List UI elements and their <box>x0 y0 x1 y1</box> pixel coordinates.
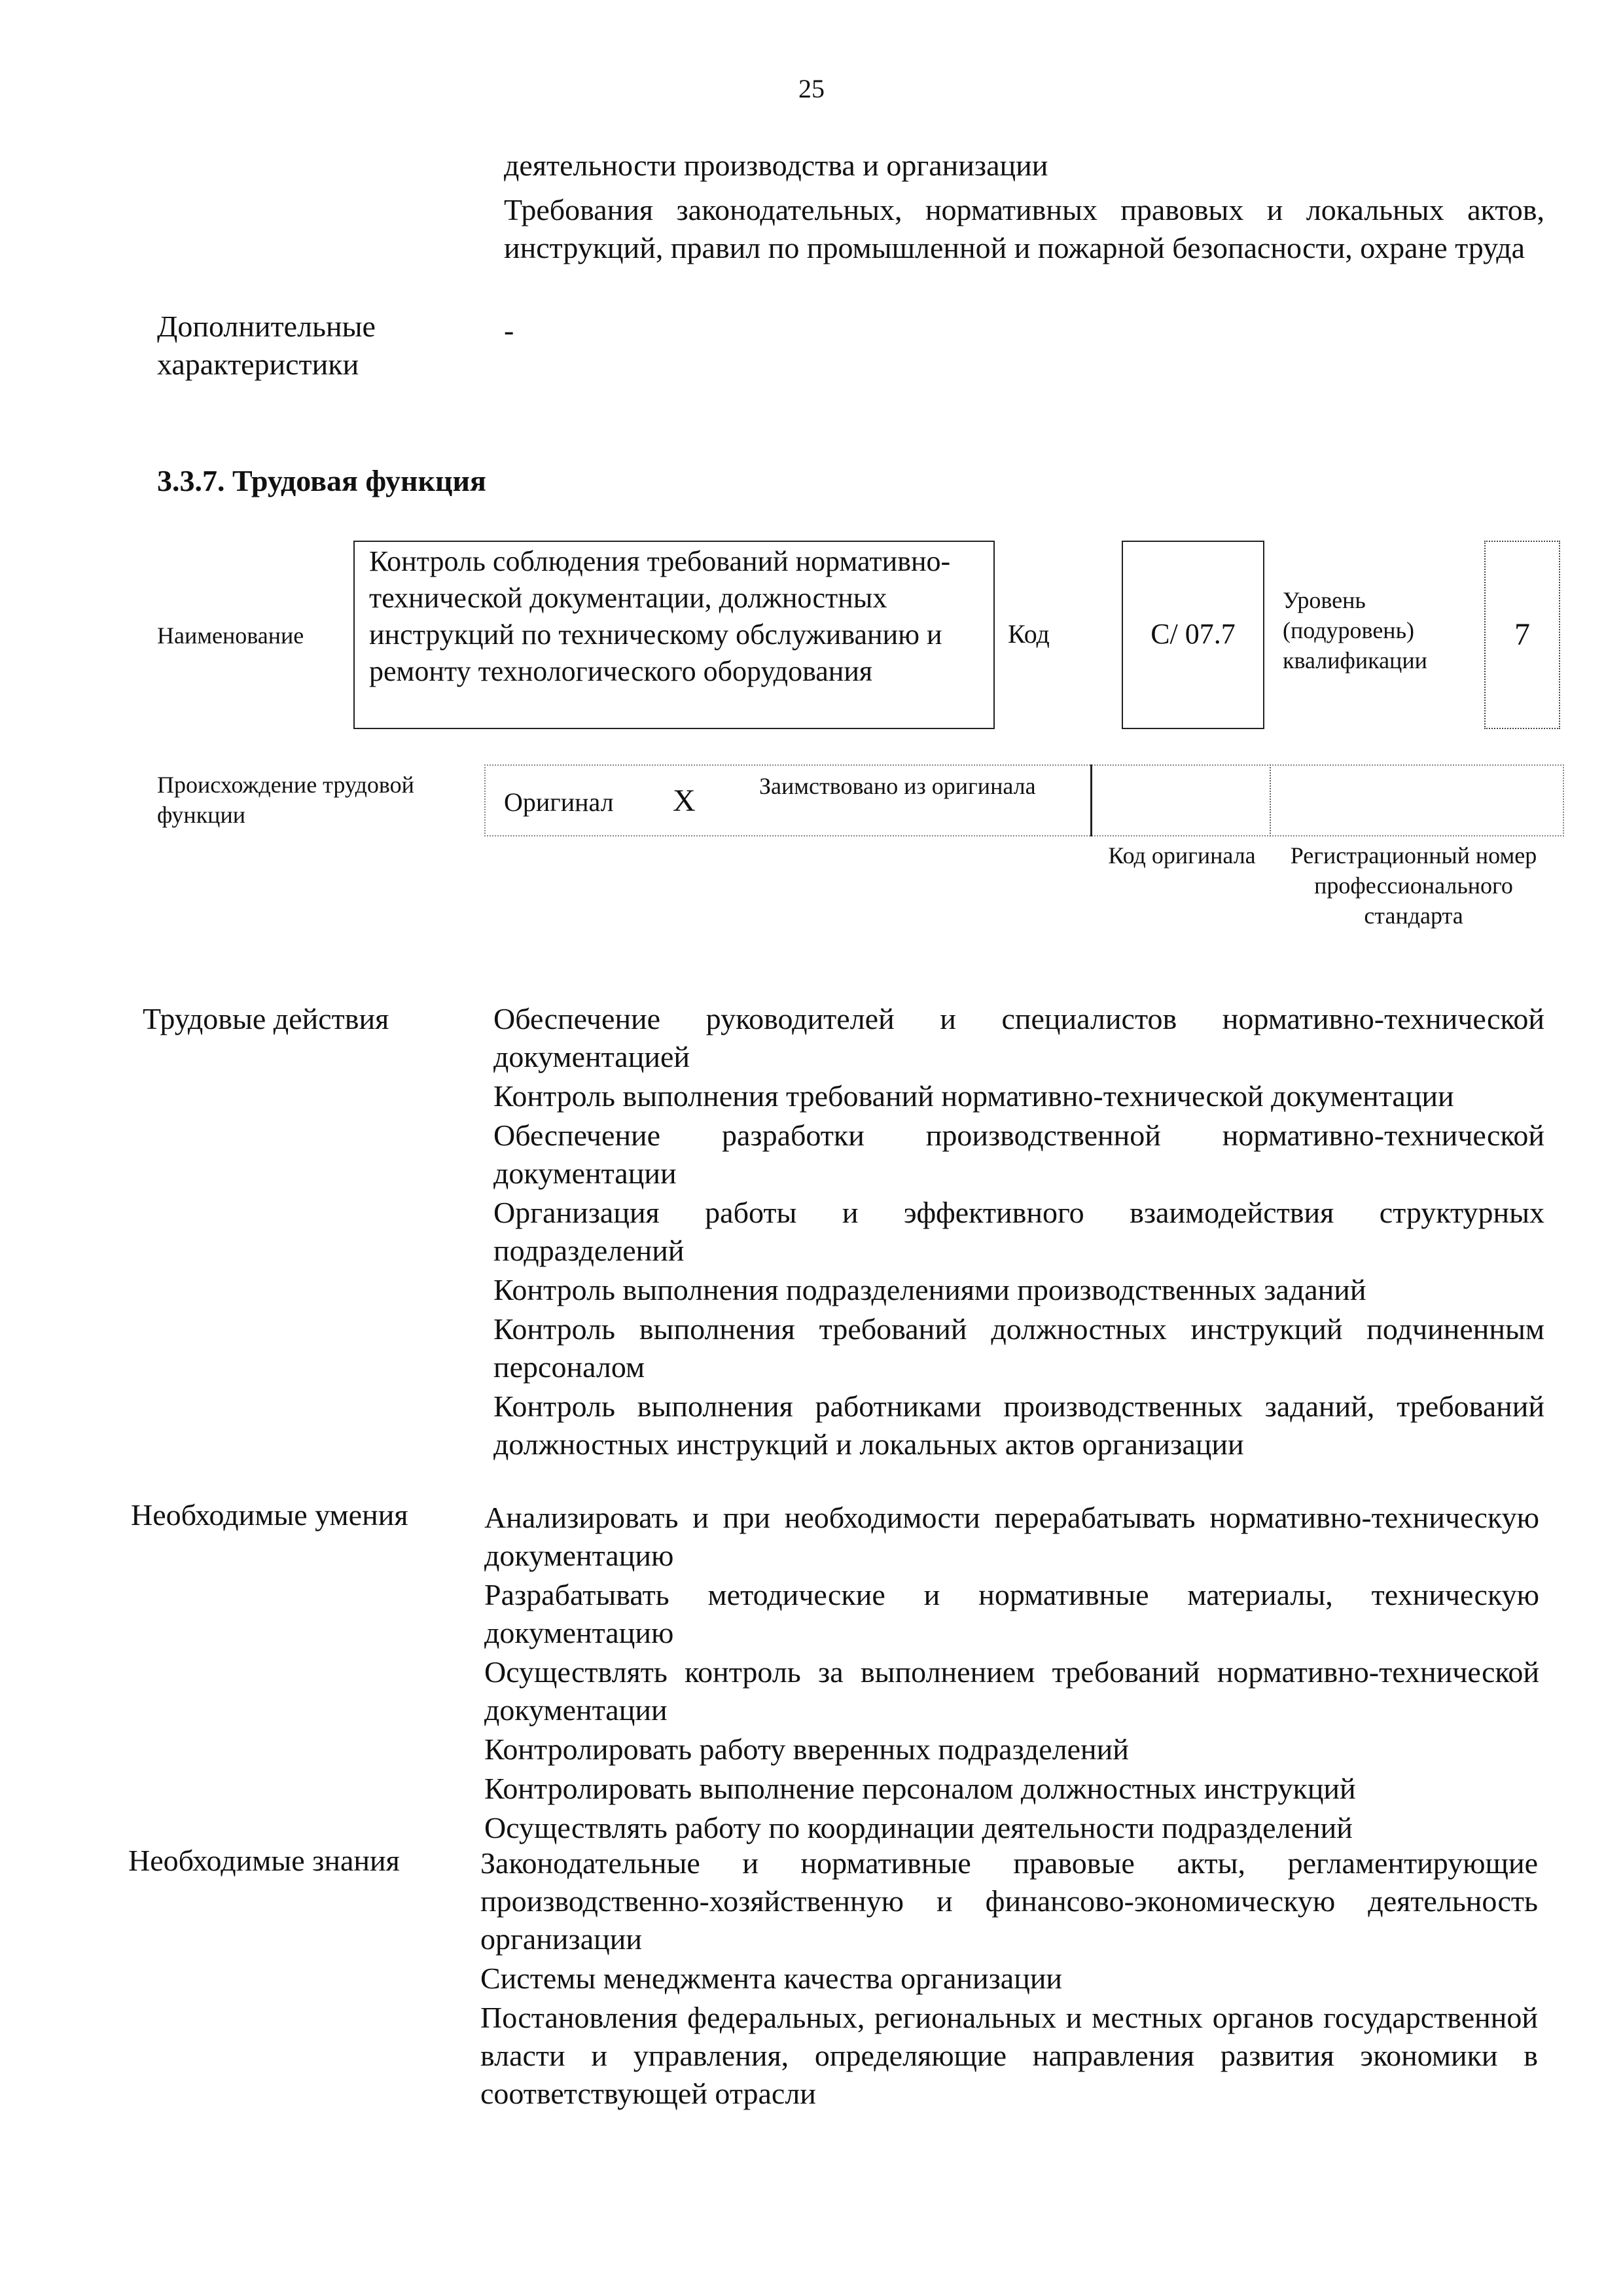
original-label: Оригинал <box>504 787 614 817</box>
list-item: Контроль выполнения требований нормативно-технической документации <box>493 1079 1454 1113</box>
list-item: Осуществлять работу по координации деятельности подразделений <box>484 1811 1353 1844</box>
origin-label: Происхождение трудовой функции <box>157 772 414 828</box>
additional-characteristics-value: - <box>504 314 514 347</box>
list-item: Разрабатывать методические и нормативные материалы, техническую документацию <box>484 1578 1539 1649</box>
labor-actions-list <box>493 1000 1544 1465</box>
skills-list <box>484 1499 1539 1848</box>
list-item: Контролировать работу вверенных подразделений <box>484 1732 1129 1766</box>
knowledge-list <box>480 1844 1538 2114</box>
list-item: Системы менеджмента качества организации <box>480 1962 1063 1995</box>
code-original-label: Код оригинала <box>1108 842 1256 869</box>
list-item: Контроль выполнения подразделениями производственных заданий <box>493 1273 1366 1306</box>
function-name: Контроль соблюдения требований нормативно-технической документации, должностных инструкций по техническому обслуживанию и ремонту технологического оборудования <box>369 545 951 687</box>
list-item: Обеспечение разработки производственной нормативно-технической документации <box>493 1119 1544 1190</box>
original-mark: X <box>673 783 696 818</box>
page-number: 25 <box>798 74 825 103</box>
list-item: Контроль выполнения требований должностных инструкций подчиненным персоналом <box>493 1312 1544 1384</box>
code-label: Код <box>1008 619 1050 649</box>
top-continuation <box>504 147 1544 267</box>
continuation-paragraph: Требования законодательных, нормативных правовых и локальных актов, инструкций, правил по промышленной и пожарной безопасности, охране труда <box>504 193 1544 264</box>
list-item: Анализировать и при необходимости перерабатывать нормативно-техническую документацию <box>484 1501 1539 1572</box>
continuation-line: деятельности производства и организации <box>504 149 1048 182</box>
reg-number-label: Регистрационный номер профессионального стандарта <box>1290 842 1537 929</box>
section-title: 3.3.7. Трудовая функция <box>157 464 486 497</box>
list-item: Законодательные и нормативные правовые акты, регламентирующие производственно-хозяйственную и финансово-экономическую деятельность организации <box>480 1846 1538 1956</box>
labor-actions-label: Трудовые действия <box>143 1002 389 1035</box>
knowledge-label: Необходимые знания <box>128 1844 400 1877</box>
level-value: 7 <box>1514 617 1530 652</box>
additional-characteristics-label: Дополнительные характеристики <box>157 310 376 381</box>
list-item: Контролировать выполнение персоналом должностных инструкций <box>484 1772 1356 1805</box>
name-label: Наименование <box>157 622 304 649</box>
skills-label: Необходимые умения <box>131 1498 408 1532</box>
list-item: Осуществлять контроль за выполнением требований нормативно-технической документации <box>484 1655 1539 1727</box>
borrowed-label: Заимствовано из оригинала <box>759 773 1036 799</box>
code-value: C/ 07.7 <box>1150 618 1236 650</box>
level-label: Уровень (подуровень) квалификации <box>1283 587 1427 673</box>
origin-divider <box>1270 764 1271 836</box>
list-item: Контроль выполнения работниками производственных заданий, требований должностных инструкций и локальных актов организации <box>493 1390 1544 1461</box>
list-item: Постановления федеральных, региональных и местных органов государственной власти и управления, определяющие направления развития экономики в соответствующей отрасли <box>480 2001 1538 2110</box>
origin-divider <box>1090 764 1092 836</box>
list-item: Обеспечение руководителей и специалистов нормативно-технической документацией <box>493 1002 1544 1073</box>
list-item: Организация работы и эффективного взаимодействия структурных подразделений <box>493 1196 1544 1267</box>
